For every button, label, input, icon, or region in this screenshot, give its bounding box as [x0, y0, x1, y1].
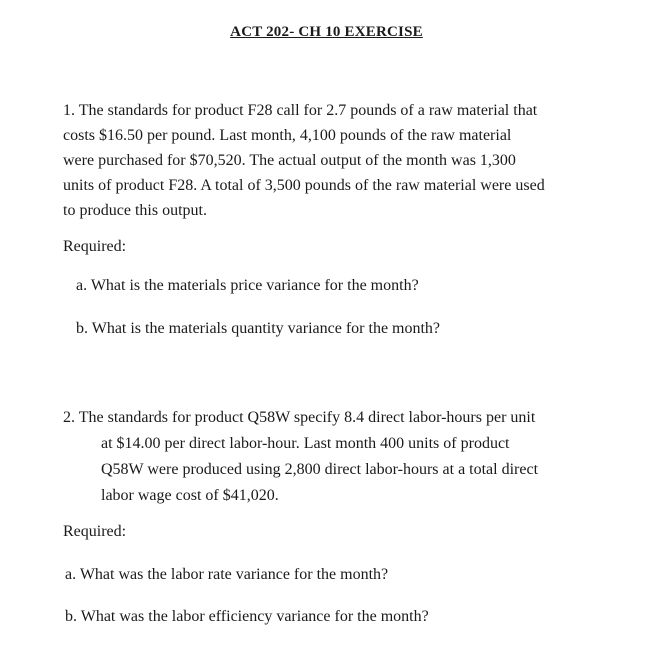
question-1-required-label: Required: — [63, 238, 127, 255]
question-1-part-b: b. What is the materials quantity variance for the month? — [76, 320, 441, 337]
question-2-line: 2. The standards for product Q58W specify 8.4 direct labor-hours per unit — [63, 409, 536, 426]
question-1-part-a: a. What is the materials price variance for the month? — [76, 277, 419, 294]
question-1-line: 1. The standards for product F28 call for 2.7 pounds of a raw material that — [63, 102, 538, 119]
question-2-part-a: a. What was the labor rate variance for the month? — [65, 566, 389, 583]
document-title: ACT 202- CH 10 EXERCISE — [230, 24, 423, 40]
question-1-text — [63, 98, 623, 223]
question-2-line: at $14.00 per direct labor-hour. Last month 400 units of product — [101, 435, 510, 452]
question-2-line: labor wage cost of $41,020. — [101, 487, 279, 504]
question-1-line: units of product F28. A total of 3,500 pounds of the raw material were used — [63, 177, 545, 194]
question-1-line: were purchased for $70,520. The actual output of the month was 1,300 — [63, 152, 516, 169]
question-2-required-label: Required: — [63, 523, 127, 540]
question-2-part-b: b. What was the labor efficiency variance for the month? — [65, 608, 429, 625]
question-1-line: to produce this output. — [63, 202, 207, 219]
question-2-text — [63, 405, 623, 509]
question-2-line: Q58W were produced using 2,800 direct labor-hours at a total direct — [101, 461, 539, 478]
question-1-line: costs $16.50 per pound. Last month, 4,100 pounds of the raw material — [63, 127, 512, 144]
